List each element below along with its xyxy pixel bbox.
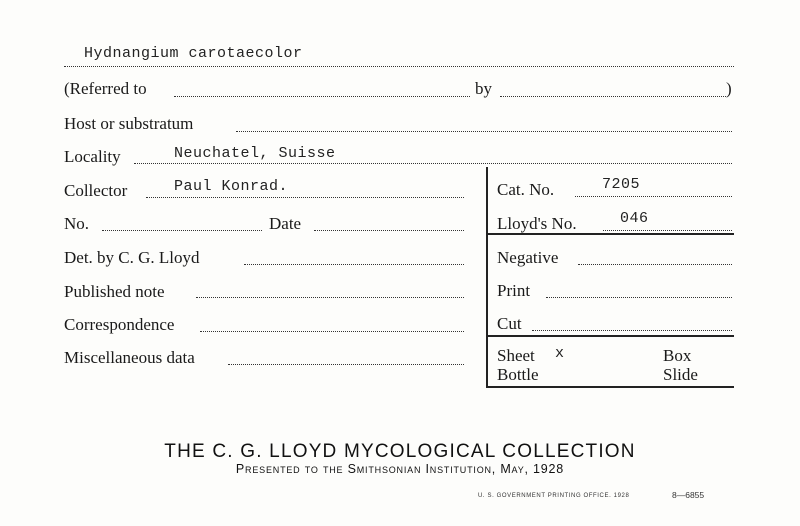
species-line — [64, 66, 734, 67]
lloyds-no-label: Lloyd's No. — [497, 214, 577, 233]
no-label: No. — [64, 214, 90, 233]
lloyds-no-value: 046 — [620, 210, 649, 227]
det-line — [244, 264, 464, 265]
collection-subtitle: Presented to the Smithsonian Institution, May, 1928 — [235, 462, 565, 476]
bottle-label: Bottle — [497, 365, 539, 384]
published-line — [196, 297, 464, 298]
date-label: Date — [269, 214, 302, 233]
print-line — [546, 297, 732, 298]
negative-label: Negative — [497, 248, 559, 267]
printing-office-note: U. S. GOVERNMENT PRINTING OFFICE. 1928 — [478, 493, 630, 499]
box-bottom-border — [486, 386, 734, 388]
sheet-label: Sheet — [497, 346, 535, 365]
locality-value: Neuchatel, Suisse — [174, 145, 336, 162]
published-label: Published note — [64, 282, 165, 301]
slide-label: Slide — [663, 365, 698, 384]
by-line — [500, 96, 726, 97]
print-label: Print — [497, 281, 531, 300]
collection-title: THE C. G. LLOYD MYCOLOGICAL COLLECTION — [164, 441, 636, 462]
box-label: Box — [663, 346, 692, 365]
misc-label: Miscellaneous data — [64, 348, 195, 367]
box-divider-bottom — [486, 335, 734, 337]
form-number: 8—6855 — [672, 490, 705, 500]
locality-label: Locality — [64, 147, 121, 166]
referred-to-line — [174, 96, 470, 97]
no-line — [102, 230, 262, 231]
referred-to-label: (Referred to — [64, 79, 147, 98]
host-label: Host or substratum — [64, 114, 194, 133]
host-line — [236, 131, 732, 132]
by-label: by — [475, 79, 492, 98]
misc-line — [228, 364, 464, 365]
collector-label: Collector — [64, 181, 128, 200]
cut-label: Cut — [497, 314, 522, 333]
det-label: Det. by C. G. Lloyd — [64, 248, 200, 267]
date-line — [314, 230, 464, 231]
by-close-paren: ) — [726, 79, 732, 98]
cat-no-label: Cat. No. — [497, 180, 555, 199]
cut-line — [532, 330, 732, 331]
collector-value: Paul Konrad. — [174, 178, 289, 195]
species-name: Hydnangium carotaecolor — [84, 45, 303, 62]
correspondence-label: Correspondence — [64, 315, 175, 334]
correspondence-line — [200, 331, 464, 332]
lloyds-no-line — [603, 230, 732, 231]
cat-no-value: 7205 — [602, 176, 641, 193]
sheet-mark: x — [555, 345, 565, 362]
collector-line — [146, 197, 464, 198]
box-left-border — [486, 167, 488, 387]
cat-no-line — [575, 196, 732, 197]
negative-line — [578, 264, 732, 265]
